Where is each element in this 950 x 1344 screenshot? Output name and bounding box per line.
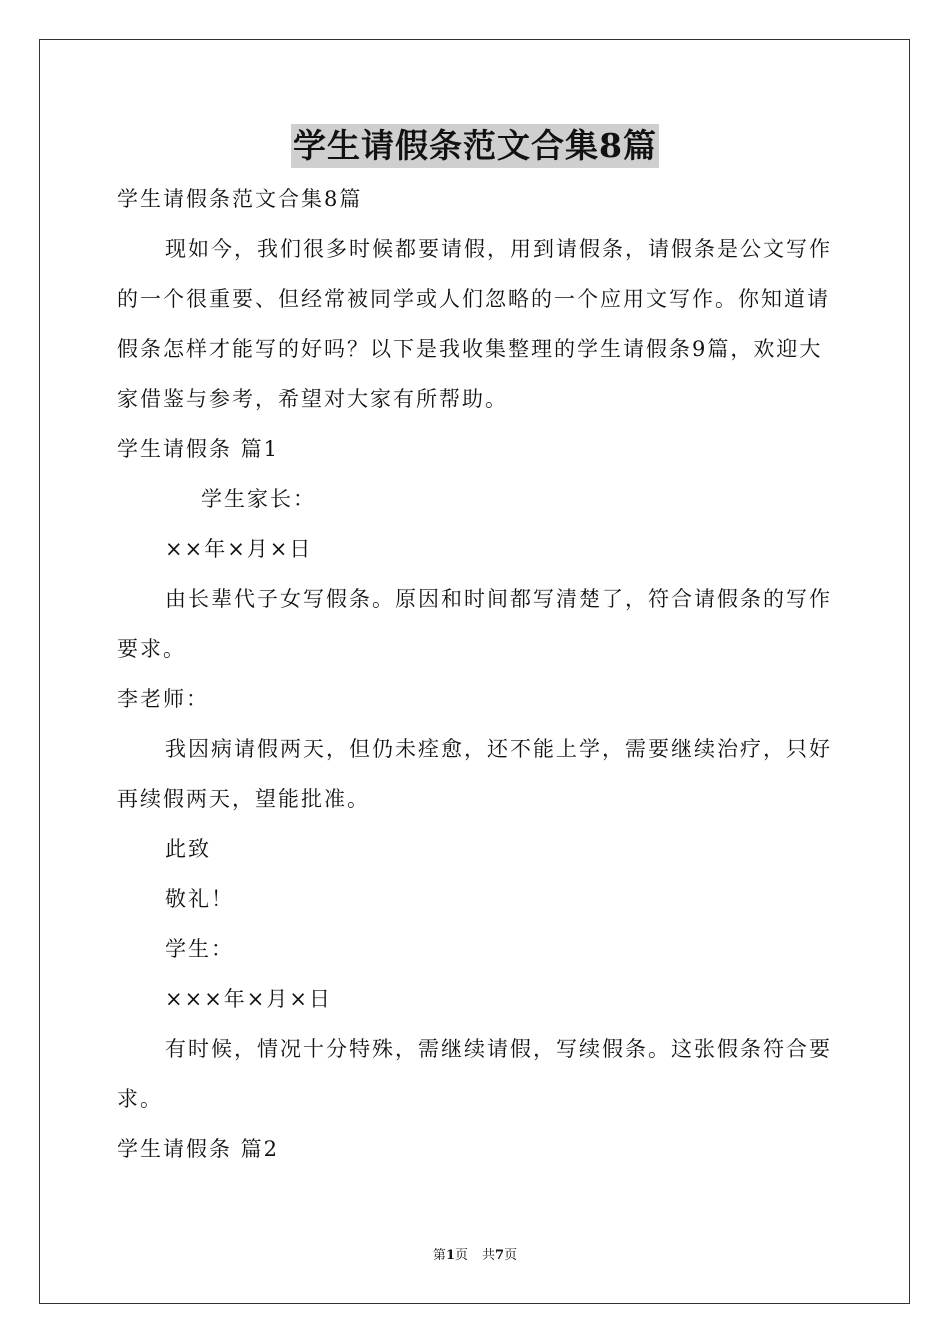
paragraph: 此致 — [165, 837, 211, 861]
section-heading: 学生请假条 篇1 — [117, 437, 280, 461]
paragraph: 我因病请假两天，但仍未痊愈，还不能上学，需要继续治疗，只好再续假两天，望能批准。 — [117, 737, 832, 811]
paragraph: 学生家长： — [201, 487, 316, 511]
current-page-number: 1 — [445, 1248, 455, 1263]
paragraph: 学生： — [165, 937, 234, 961]
total-pages-number: 7 — [495, 1248, 505, 1263]
document-body — [117, 174, 833, 1174]
paragraph: 李老师： — [117, 687, 209, 711]
paragraph: 学生请假条范文合集8篇 — [117, 187, 363, 211]
footer-prefix: 第 — [432, 1248, 446, 1263]
title-block — [0, 124, 950, 168]
page-footer — [0, 1247, 950, 1265]
paragraph: 现如今，我们很多时候都要请假，用到请假条，请假条是公文写作的一个很重要、但经常被同学或人们忽略的一个应用文写作。你知道请假条怎样才能写的好吗？以下是我收集整理的学生请假条9篇，欢迎大家借鉴与参考，希望对大家有所帮助。 — [117, 237, 832, 411]
paragraph: 有时候，情况十分特殊，需继续请假，写续假条。这张假条符合要求。 — [117, 1037, 832, 1111]
paragraph: ×××年×月×日 — [165, 987, 332, 1011]
document-title: 学生请假条范文合集8篇 — [291, 124, 659, 168]
footer-page-suffix: 页 — [454, 1248, 468, 1263]
paragraph: ××年×月×日 — [165, 537, 313, 561]
paragraph: 敬礼！ — [165, 887, 234, 911]
paragraph: 由长辈代子女写假条。原因和时间都写清楚了，符合请假条的写作要求。 — [117, 587, 832, 661]
section-heading: 学生请假条 篇2 — [117, 1137, 280, 1161]
footer-total-prefix: 共 — [482, 1248, 496, 1263]
footer-total-suffix: 页 — [504, 1248, 518, 1263]
